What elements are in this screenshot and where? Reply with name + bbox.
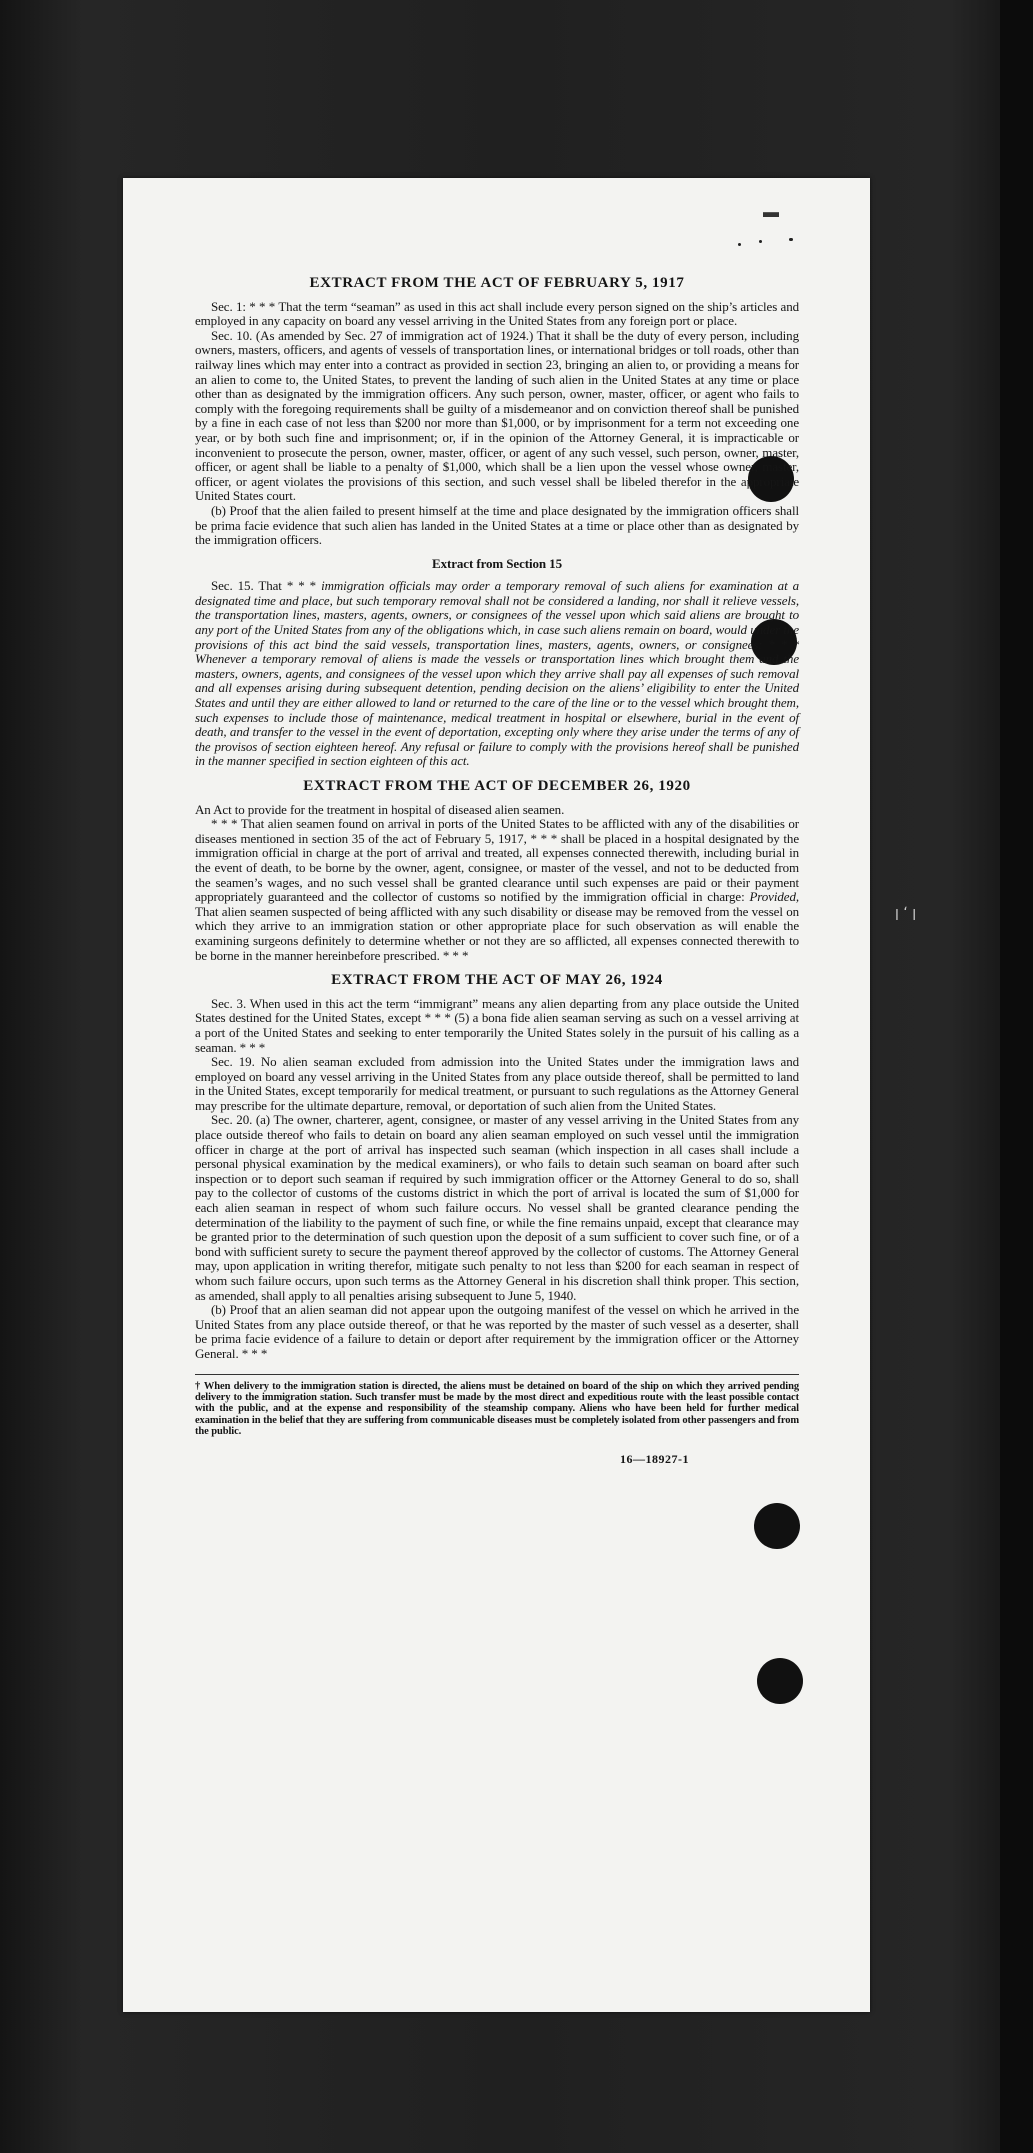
punch-hole (754, 1503, 800, 1549)
heading-act-1924: EXTRACT FROM THE ACT OF MAY 26, 1924 (331, 972, 663, 989)
heading-act-1917: EXTRACT FROM THE ACT OF FEBRUARY 5, 1917 (309, 275, 685, 291)
margin-mark: ꞁ ʻ ꞁ (895, 905, 917, 921)
act-1920-title: An Act to provide for the treatment in hospital of diseased alien seamen. (195, 801, 565, 817)
document-page (123, 178, 870, 2012)
footnote-divider (195, 1374, 799, 1375)
section-19-paragraph: Sec. 19. No alien seaman excluded from admission into the United States under the immigration laws and employed on board any vessel arriving in the United States from any place outside thereof, shall be permitted to land in the United States, except temporarily for medical treatment, or pursuant to such regulations as the Attorney General may prescribe for the ultimate departure, removal, or deportation of such alien from the United States. (195, 1054, 799, 1113)
section-10b-paragraph: (b) Proof that the alien failed to present himself at the time and place designated by the immigration officers shall be prima facie evidence that such alien has landed in the United States at a time or place other than as designated by the immigration officers. (195, 502, 799, 548)
section-10-paragraph: Sec. 10. (As amended by Sec. 27 of immigration act of 1924.) That it shall be the duty of every person, including owners, masters, officers, and agents of vessels of transportation lines, or international bridges or toll roads, other than railway lines which may enter into a contract as provided in section 23, bringing an alien to, or providing a means for an alien to come to, the United States, to prevent the landing of such alien in the United States at any time or place other than as designated by the immigration officers. Any such person, owner, master, officer, or agent who fails to comply with the foregoing requirements shall be guilty of a misdemeanor and on conviction thereof shall be punished by a fine in each case of not less than $200 nor more than $1,000, or by imprisonment for a term not exceeding one year, or by both such fine and imprisonment; or, if in the opinion of the Attorney General, it is impracticable or inconvenient to prosecute the person, owner, master, officer, or agent of any such vessel, such person, owner, master, officer, or agent shall be liable to a penalty of $1,000, which shall be a lien upon the vessel whose owner, master, officer, or agent violates the provisions of this section, and such vessel shall be libeled therefor in the appropriate United States court. (195, 327, 799, 504)
speck (759, 240, 762, 243)
section-15-italic-text: immigration officials may order a temporary removal of such aliens for examination at a designated time and place, but such temporary removal shall not be considered a landing, nor shall it relieve vessels, the transportation lines, masters, agents, owners, or consignees of the vessel upon which said aliens are brought to any port of the United States from any of the obligations which, in case such aliens remain on board, would under the provisions of this act bind the said vessels, transportation lines, masters, agents, owners, or consignees: * * * Whenever a temporary removal of aliens is made the vessels or transportation lines which brought them and the masters, owners, agents, and consignees of the vessel upon which they arrive shall pay all expenses of such removal and all expenses arising during subsequent detention, pending decision on the aliens’ eligibility to enter the United States and until they are either allowed to land or returned to the care of the line or to the vessel which brought them, such expenses to include those of maintenance, medical treatment in hospital or elsewhere, burial in the event of death, and transfer to the vessel in the event of deportation, excepting only where they arise under the terms of any of the provisos of section eighteen hereof. Any refusal or failure to comply with the provisions hereof shall be punished in the manner specified in section eighteen of this act. (195, 578, 800, 769)
footnote: † When delivery to the immigration station is directed, the aliens must be detained on board of the ship on which they arrived pending delivery to the immigration station. Such transfer must be made by the most direct and expeditious route with the least possible contact with the public, and at the expense and responsibility of the steamship company. Aliens who have been held for further medical examination in the belief that they are suffering from communicable diseases must be completely isolated from other passengers and from the public. (195, 1380, 799, 1438)
act-1920-paragraph (195, 817, 799, 963)
section-20-paragraph: Sec. 20. (a) The owner, charterer, agent, consignee, or master of any vessel arriving in the United States from any place outside thereof who fails to detain on board any alien seaman employed on such vessel until the immigration officer in charge at the port of arrival has inspected such seaman (which inspection in all cases shall include a personal physical examination by the medical examiners), or who fails to detain such seaman on board after such inspection or to deport such seaman if required by such immigration officer or the Attorney General to do so, shall pay to the collector of customs of the customs district in which the port of arrival is located the sum of $1,000 for each alien seaman in respect of whom such failure occurs. No vessel shall be granted clearance pending the determination of the liability to the payment of such fine, or while the fine remains unpaid, except that clearance may be granted prior to the determination of such question upon the deposit of a sum sufficient to cover such fine, or of a bond with sufficient surety to secure the payment thereof approved by the collector of customs. The Attorney General may, upon application in writing therefor, mitigate such penalty to not less than $200 for each seaman in respect of whom such failure occurs, upon such terms as the Attorney General in his discretion shall think proper. This section, as amended, shall apply to all penalties arising subsequent to June 5, 1940. (195, 1112, 799, 1303)
speck (789, 238, 793, 241)
subheading-section-15: Extract from Section 15 (432, 555, 562, 571)
section-1-paragraph: Sec. 1: * * * That the term “seaman” as used in this act shall include every person signed on the ship’s articles and employed in any capacity on board any vessel arriving in the United States from any foreign port or place. (195, 298, 799, 329)
document-number: 16—18927-1 (620, 1451, 689, 1466)
stray-mark: ▬ (763, 204, 779, 221)
speck (738, 243, 741, 246)
act-1920-text-a: * * * That alien seamen found on arrival in ports of the United States to be afflicted with any of the disabilities or diseases mentioned in section 35 of the act of February 5, 1917, * * * shall be placed in a hospital designated by the immigration official in charge at the port of arrival and treated, all expenses connected therewith, including burial in the event of death, to be borne by the owner, agent, consignee, or master of the vessel, and not to be deducted from the seamen’s wages, and no such vessel shall be granted clearance until such expenses are paid or their payment appropriately guaranteed and the collector of customs so notified by the immigration official in charge: (195, 816, 799, 905)
section-15-lead: Sec. 15. That * * * (211, 578, 322, 594)
section-15-paragraph (195, 579, 799, 769)
heading-act-1920: EXTRACT FROM THE ACT OF DECEMBER 26, 1920 (303, 778, 691, 794)
scanner-edge (1000, 0, 1033, 2153)
act-1920-text-b: That alien seamen suspected of being afflicted with any such disability or disease may be removed from the vessel on which they arrive to an immigration station or other appropriate place for such observation as will enable the examining surgeons definitely to determine whether or not they are so afflicted, all expenses connected therewith to be borne in the manner hereinbefore prescribed. * * * (195, 903, 799, 963)
document-text (195, 276, 799, 1466)
punch-hole (757, 1658, 803, 1704)
section-3-paragraph: Sec. 3. When used in this act the term “immigrant” means any alien departing from any place outside the United States destined for the United States, except * * * (5) a bona fide alien seaman serving as such on a vessel arriving at a port of the United States and seeking to enter temporarily the United States solely in the pursuit of his calling as a seaman. * * * (195, 995, 799, 1055)
provided-term: Provided, (749, 889, 799, 905)
section-20b-paragraph: (b) Proof that an alien seaman did not appear upon the outgoing manifest of the vessel on which he arrived in the United States from any place outside thereof, or that he was reported by the master of such vessel as a deserter, shall be prima facie evidence of a failure to detain or deport after requirement by the immigration officer or the Attorney General. * * * (195, 1302, 799, 1361)
